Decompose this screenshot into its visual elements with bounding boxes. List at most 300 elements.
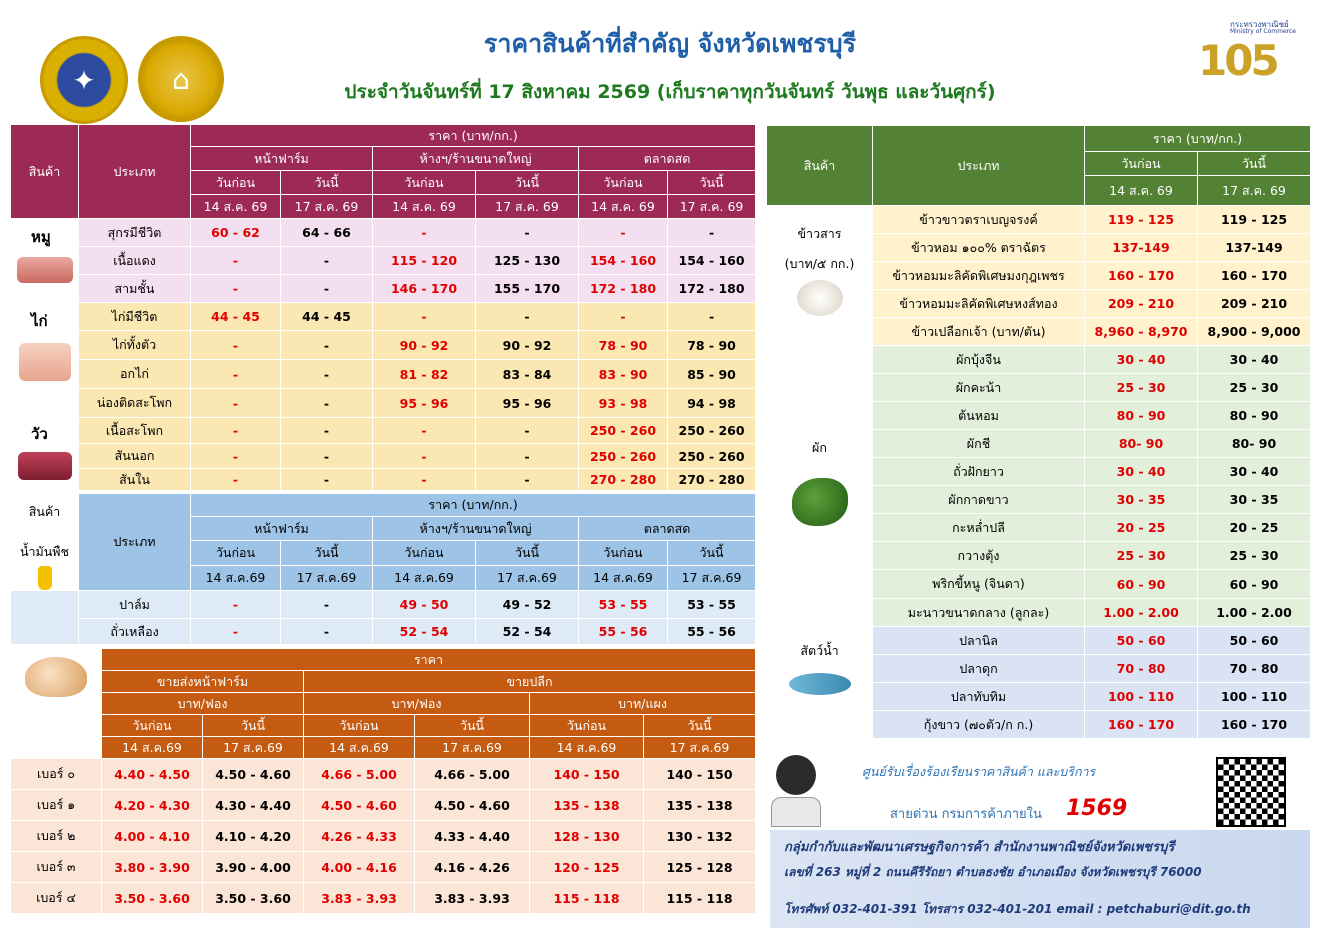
price-cell: 60 - 90 [1198,570,1311,599]
right-price-table [766,125,1311,739]
price-cell: 154 - 160 [579,247,668,275]
today-date: 17 ส.ค.69 [476,566,579,591]
price-cell: - [579,303,668,331]
prev-date: 14 ส.ค.69 [191,566,281,591]
moc-logo-text: กระทรวงพาณิชย์ [1230,20,1289,29]
price-cell: 94 - 98 [668,389,756,418]
price-cell: 78 - 90 [579,331,668,360]
price-cell: - [281,247,373,275]
price-cell: 135 - 138 [530,790,644,821]
prev-date: 14 ส.ค.69 [102,737,203,759]
wholesale-header: ขายส่งหน้าฟาร์ม [102,671,304,693]
page-subtitle: ประจำวันจันทร์ที่ 17 สิงหาคม 2569 (เก็บราคาทุกวันจันทร์ วันพุธ และวันศุกร์) [344,81,996,103]
price-cell: 209 - 210 [1085,290,1198,318]
price-cell: 155 - 170 [476,275,579,303]
today-label: วันนี้ [281,541,373,566]
price-cell: 160 - 170 [1198,262,1311,290]
group-label: ไก่ [31,312,48,330]
type-cell: ผักกาดขาว [873,486,1085,514]
rice-icon [797,280,843,316]
table-row [11,219,756,247]
unit-tray: บาท/แผง [530,693,756,715]
price-cell: - [281,275,373,303]
chicken-icon [19,343,71,381]
price-cell: 4.40 - 4.50 [102,759,203,790]
moc-logo-number: 105 [1198,36,1277,85]
price-cell: - [373,469,476,491]
price-cell: 70 - 80 [1085,655,1198,683]
type-cell: เนื้อแดง [79,247,191,275]
type-cell: สันใน [79,469,191,491]
price-cell: - [476,303,579,331]
price-cell: 115 - 120 [373,247,476,275]
table-row [11,360,756,389]
price-cell: 90 - 92 [476,331,579,360]
price-cell: 80- 90 [1085,430,1198,458]
today-date: 17 ส.ค. 69 [1198,176,1311,206]
egg-icon [25,657,87,697]
price-cell: 30 - 40 [1085,458,1198,486]
price-cell: 3.83 - 3.93 [304,883,415,914]
market-farm: หน้าฟาร์ม [191,147,373,171]
price-cell: - [281,444,373,469]
price-cell: 8,960 - 8,970 [1085,318,1198,346]
price-cell: - [191,444,281,469]
price-cell: 270 - 280 [579,469,668,491]
col-header-type: ประเภท [79,125,191,219]
prev-date: 14 ส.ค. 69 [191,195,281,219]
today-date: 17 ส.ค. 69 [668,195,756,219]
price-cell: - [191,469,281,491]
price-cell: 119 - 125 [1085,206,1198,234]
prev-date: 14 ส.ค. 69 [373,195,476,219]
group-label: สัตว์น้ำ [800,643,839,658]
type-cell: ผักคะน้า [873,374,1085,402]
page-title: ราคาสินค้าที่สำคัญ จังหวัดเพชรบุรี [483,29,857,58]
price-cell: 78 - 90 [668,331,756,360]
oil-bottle-icon [38,566,52,590]
col-header-product: สินค้า [767,126,873,206]
unit-egg: บาท/ฟอง [304,693,530,715]
table-row [767,627,1311,655]
price-cell: 64 - 66 [281,219,373,247]
group-pork [11,219,79,303]
prev-label: วันก่อน [102,715,203,737]
type-cell: ปลาทับทิม [873,683,1085,711]
price-cell: 93 - 98 [579,389,668,418]
today-label: วันนี้ [476,171,579,195]
price-cell: 154 - 160 [668,247,756,275]
group-fish [767,627,873,739]
egg-size: เบอร์ ๑ [11,790,102,821]
table-row [11,418,756,444]
col-header-product-2: น้ำมันพืช [19,544,70,559]
price-cell: 30 - 35 [1198,486,1311,514]
price-cell: 100 - 110 [1198,683,1311,711]
col-header-product: สินค้า [11,125,79,219]
address-line-3: โทรศัพท์ 032-401-391 โทรสาร 032-401-201 email : petchaburi@dit.go.th [784,902,1251,916]
table-row [11,275,756,303]
price-cell: 135 - 138 [644,790,756,821]
today-label: วันนี้ [644,715,756,737]
address-line-2: เลขที่ 263 หมู่ที่ 2 ถนนคีรีรัถยา ตำบลธงชัย อำเภอเมือง จังหวัดเพชรบุรี 76000 [784,865,1202,879]
table-row [11,444,756,469]
price-cell: 4.50 - 4.60 [203,759,304,790]
type-cell: ข้าวเปลือกเจ้า (บาท/ตัน) [873,318,1085,346]
price-cell: 4.30 - 4.40 [203,790,304,821]
price-cell: 30 - 40 [1198,458,1311,486]
retail-header: ขายปลีก [304,671,756,693]
price-cell: 125 - 130 [476,247,579,275]
price-cell: 25 - 30 [1085,542,1198,570]
price-cell: 60 - 90 [1085,570,1198,599]
meat-price-table [10,124,756,491]
price-cell: 250 - 260 [668,444,756,469]
price-cell: 3.83 - 3.93 [415,883,530,914]
group-label: ข้าวสาร [797,226,842,241]
col-header-price: ราคา (บาท/กก.) [191,125,756,147]
type-cell: ปลาดุก [873,655,1085,683]
price-cell: 115 - 118 [530,883,644,914]
price-cell: 55 - 56 [579,619,668,645]
price-cell: 52 - 54 [373,619,476,645]
price-cell: 3.90 - 4.00 [203,852,304,883]
table-row [11,247,756,275]
today-date: 17 ส.ค.69 [644,737,756,759]
price-cell: 130 - 132 [644,821,756,852]
price-cell: 8,900 - 9,000 [1198,318,1311,346]
table-row [11,389,756,418]
today-label: วันนี้ [415,715,530,737]
price-cell: 44 - 45 [191,303,281,331]
type-cell: ไก่มีชีวิต [79,303,191,331]
price-cell: 160 - 170 [1198,711,1311,739]
price-cell: 270 - 280 [668,469,756,491]
table-row [11,883,756,914]
price-cell: 115 - 118 [644,883,756,914]
price-cell: - [281,389,373,418]
table-row [11,591,756,619]
type-cell: มะนาวขนาดกลาง (ลูกละ) [873,599,1085,627]
type-cell: พริกขี้หนู (จินดา) [873,570,1085,599]
type-cell: ต้นหอม [873,402,1085,430]
unit-egg: บาท/ฟอง [102,693,304,715]
price-cell: 49 - 50 [373,591,476,619]
price-cell: - [281,469,373,491]
price-cell: 120 - 125 [530,852,644,883]
prev-label: วันก่อน [191,541,281,566]
oil-price-table [10,493,756,645]
table-row [11,790,756,821]
price-cell: 125 - 128 [644,852,756,883]
table-row [767,346,1311,374]
emblem-icon: ✦ [72,63,96,97]
oil-group-cell [11,591,79,645]
price-cell: 3.50 - 3.60 [203,883,304,914]
col-header-product: ไข่ไก่ [39,718,73,734]
price-cell: 4.33 - 4.40 [415,821,530,852]
price-cell: 95 - 96 [476,389,579,418]
market-store: ห้างฯ/ร้านขนาดใหญ่ [373,516,579,541]
market-farm: หน้าฟาร์ม [191,516,373,541]
type-cell: ไก่ทั้งตัว [79,331,191,360]
price-cell: 53 - 55 [579,591,668,619]
price-cell: 4.50 - 4.60 [415,790,530,821]
prev-label: วันก่อน [1085,152,1198,176]
type-cell: สันนอก [79,444,191,469]
price-cell: 119 - 125 [1198,206,1311,234]
col-header-product: สินค้า [28,504,61,519]
price-cell: 4.16 - 4.26 [415,852,530,883]
type-cell: กุ้งขาว (๗๐ตัว/ก ก.) [873,711,1085,739]
price-cell: - [281,360,373,389]
price-cell: 137-149 [1085,234,1198,262]
price-cell: 3.50 - 3.60 [102,883,203,914]
price-cell: - [281,418,373,444]
table-row [11,469,756,491]
price-cell: - [191,591,281,619]
price-cell: 20 - 25 [1198,514,1311,542]
today-label: วันนี้ [476,541,579,566]
price-cell: - [191,247,281,275]
price-cell: 250 - 260 [579,444,668,469]
type-cell: ข้าวหอมมะลิคัดพิเศษหงส์ทอง [873,290,1085,318]
price-cell: 95 - 96 [373,389,476,418]
prev-label: วันก่อน [530,715,644,737]
price-cell: 128 - 130 [530,821,644,852]
price-cell: - [579,219,668,247]
egg-size: เบอร์ ๒ [11,821,102,852]
price-cell: 4.20 - 4.30 [102,790,203,821]
price-cell: 4.66 - 5.00 [415,759,530,790]
type-cell: ถั่วฝักยาว [873,458,1085,486]
price-cell: - [476,469,579,491]
today-label: วันนี้ [281,171,373,195]
group-label: วัว [31,425,48,443]
today-date: 17 ส.ค.69 [415,737,530,759]
price-cell: 172 - 180 [668,275,756,303]
province-seal-logo [138,36,224,122]
col-header-type: ประเภท [79,494,191,591]
price-cell: 4.00 - 4.10 [102,821,203,852]
price-cell: - [668,219,756,247]
table-row [11,331,756,360]
oil-product-header [11,494,79,591]
price-cell: 85 - 90 [668,360,756,389]
group-vegetable [767,346,873,627]
price-cell: - [281,591,373,619]
price-cell: 83 - 90 [579,360,668,389]
price-cell: - [281,331,373,360]
prev-label: วันก่อน [579,541,668,566]
price-cell: 4.66 - 5.00 [304,759,415,790]
price-cell: 1.00 - 2.00 [1085,599,1198,627]
group-chicken [11,303,79,418]
price-cell: 172 - 180 [579,275,668,303]
prev-label: วันก่อน [304,715,415,737]
market-fresh: ตลาดสด [579,516,756,541]
egg-size: เบอร์ ๐ [11,759,102,790]
price-cell: - [668,303,756,331]
price-cell: - [476,444,579,469]
table-row [11,619,756,645]
table-row [767,206,1311,234]
col-header-type: ประเภท [873,126,1085,206]
prev-label: วันก่อน [373,541,476,566]
price-cell: 30 - 35 [1085,486,1198,514]
col-header-price: ราคา [102,649,756,671]
type-cell: ข้าวขาวตราเบญจรงค์ [873,206,1085,234]
group-label: ผัก [812,440,827,455]
price-cell: 160 - 170 [1085,711,1198,739]
group-rice [767,206,873,346]
price-cell: 137-149 [1198,234,1311,262]
egg-product-header [11,649,102,759]
price-cell: 80 - 90 [1085,402,1198,430]
group-label: หมู [31,228,51,246]
type-cell: ถั่วเหลือง [79,619,191,645]
moc-logo-sub: Ministry of Commerce [1230,28,1296,35]
price-cell: 50 - 60 [1198,627,1311,655]
col-header-price: ราคา (บาท/กก.) [191,494,756,517]
type-cell: สามชั้น [79,275,191,303]
price-cell: 50 - 60 [1085,627,1198,655]
market-fresh: ตลาดสด [579,147,756,171]
operator-avatar [770,755,822,825]
vegetable-icon [792,478,848,526]
price-cell: - [191,418,281,444]
price-cell: 83 - 84 [476,360,579,389]
prev-label: วันก่อน [579,171,668,195]
price-cell: 30 - 40 [1198,346,1311,374]
price-cell: - [373,444,476,469]
prev-date: 14 ส.ค.69 [530,737,644,759]
table-row [11,759,756,790]
price-cell: 81 - 82 [373,360,476,389]
today-date: 17 ส.ค. 69 [281,195,373,219]
type-cell: ปาล์ม [79,591,191,619]
price-cell: 160 - 170 [1085,262,1198,290]
type-cell: ปลานิล [873,627,1085,655]
price-cell: 4.50 - 4.60 [304,790,415,821]
price-cell: - [191,275,281,303]
price-cell: 25 - 30 [1198,542,1311,570]
hotline-number: 1569 [1066,796,1128,821]
type-cell: ข้าวหอม ๑๐๐% ตราฉัตร [873,234,1085,262]
price-cell: 140 - 150 [530,759,644,790]
today-date: 17 ส.ค.69 [203,737,304,759]
price-cell: - [191,619,281,645]
price-cell: 80 - 90 [1198,402,1311,430]
egg-size: เบอร์ ๓ [11,852,102,883]
price-cell: 90 - 92 [373,331,476,360]
egg-size: เบอร์ ๔ [11,883,102,914]
today-label: วันนี้ [668,541,756,566]
prev-date: 14 ส.ค.69 [579,566,668,591]
type-cell: กวางตุ้ง [873,542,1085,570]
type-cell: ผักชี [873,430,1085,458]
col-header-price: ราคา (บาท/กก.) [1085,126,1311,152]
today-label: วันนี้ [1198,152,1311,176]
price-cell: 49 - 52 [476,591,579,619]
price-cell: 4.00 - 4.16 [304,852,415,883]
egg-price-table [10,648,756,914]
fish-icon [789,673,851,695]
price-cell: - [476,418,579,444]
price-cell: 3.80 - 3.90 [102,852,203,883]
today-label: วันนี้ [203,715,304,737]
type-cell: อกไก่ [79,360,191,389]
price-cell: 140 - 150 [644,759,756,790]
type-cell: ข้าวหอมมะลิคัดพิเศษมงกุฎเพชร [873,262,1085,290]
price-cell: 20 - 25 [1085,514,1198,542]
price-cell: 1.00 - 2.00 [1198,599,1311,627]
pork-icon [17,257,73,283]
price-cell: 52 - 54 [476,619,579,645]
price-cell: 30 - 40 [1085,346,1198,374]
price-cell: 25 - 30 [1198,374,1311,402]
table-row [11,821,756,852]
qr-code [1216,757,1286,827]
type-cell: กะหล่ำปลี [873,514,1085,542]
price-cell: 100 - 110 [1085,683,1198,711]
today-date: 17 ส.ค. 69 [476,195,579,219]
today-label: วันนี้ [668,171,756,195]
price-cell: - [191,331,281,360]
price-cell: 250 - 260 [668,418,756,444]
today-date: 17 ส.ค.69 [281,566,373,591]
price-cell: 70 - 80 [1198,655,1311,683]
price-cell: 209 - 210 [1198,290,1311,318]
type-cell: สุกรมีชีวิต [79,219,191,247]
price-cell: - [281,619,373,645]
price-cell: 55 - 56 [668,619,756,645]
moc-105-logo [1196,18,1306,90]
prev-date: 14 ส.ค. 69 [1085,176,1198,206]
prev-date: 14 ส.ค.69 [373,566,476,591]
group-beef [11,418,79,491]
table-row [11,303,756,331]
price-cell: - [191,389,281,418]
complaint-center: ศูนย์รับเรื่องร้องเรียนราคาสินค้า และบริการ [862,764,1096,779]
address-line-1: กลุ่มกำกับและพัฒนาเศรษฐกิจการค้า สำนักงานพาณิชย์จังหวัดเพชรบุรี [784,840,1175,855]
hotline-label: สายด่วน กรมการค้าภายใน [890,807,1042,822]
price-cell: - [373,219,476,247]
price-cell: - [373,303,476,331]
today-date: 17 ส.ค.69 [668,566,756,591]
prev-label: วันก่อน [373,171,476,195]
price-cell: - [191,360,281,389]
table-row [11,852,756,883]
price-cell: 53 - 55 [668,591,756,619]
prev-label: วันก่อน [191,171,281,195]
prev-date: 14 ส.ค.69 [304,737,415,759]
price-cell: 250 - 260 [579,418,668,444]
price-cell: - [373,418,476,444]
price-cell: 146 - 170 [373,275,476,303]
address-box [770,830,1310,928]
price-cell: 25 - 30 [1085,374,1198,402]
type-cell: น่องติดสะโพก [79,389,191,418]
prev-date: 14 ส.ค. 69 [579,195,668,219]
group-unit: (บาท/๕ กก.) [784,256,855,271]
temple-icon: ⌂ [172,62,190,96]
market-store: ห้างฯ/ร้านขนาดใหญ่ [373,147,579,171]
moc-seal-logo [40,36,128,124]
price-cell: 4.26 - 4.33 [304,821,415,852]
type-cell: เนื้อสะโพก [79,418,191,444]
beef-icon [18,452,72,480]
